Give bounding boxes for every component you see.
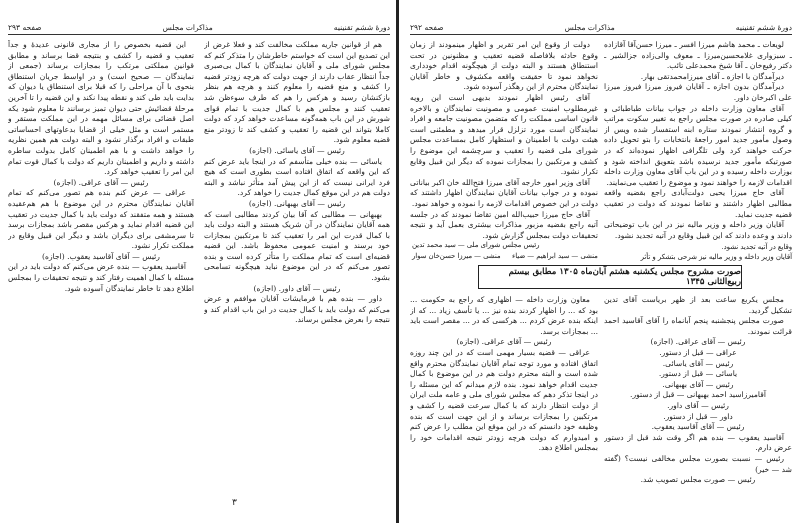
paragraph: دولت از وقوع این امر تقریر و اظهار مینمودند از زمان وقوع حادثه بلافاصله قضیه تعقیب و مظنونین در تحت استنطاق هستند و البته دولت از هیچگونه اقدام خودداری نخواهد نمود تا حقیقت واقعه مکشوف و خاطر آقایان نمایندگان محترم از این رهگذر آسوده شود. [410, 40, 598, 92]
paragraph: صورت مجلس پنجشنبه پنجم آبانماه را آقای آقاسید احمد قرائت نمودند. [604, 316, 792, 336]
paragraph: این قضیه بخصوص را از مجاری قانونی عدیدهٔ و جداً تعقیب و قضیه را کشف و بنتیجه قضا برساند و مطابق قوانین مملکتی مرتکب را بمجازات برساند (جمعی از نمایندگان — صحیح است) و در اواسط جریان استنطاق بنحوی با آن مراحلی را که قبلا برای استنطاق یا دیوان که بدایت باید طی کند و نقطه پیدا نکند و این قضیه را تا آخرین مرحلهٔ قضائیش حتی دیوان تمیز برسانند تا معلوم شود یکه اصل قضائی برای مسائل مهمه در این مملکت مستقر و مستمر است و مثل خیلی از قضایا بدعاوتهای احساساتی طبقات و افراد برگذار نشود و البته دولت هم همین نظریه را خواهد داشت و با هم اطمینان کامل بدولت ساطره داشته و داریم و اطمینان داریم که دولت با کمال قوت تمام این امر را تعقیب خواهد کرد. [8, 40, 194, 177]
paragraph: بهبهانی — مطالبی که آقا بیان کردند مطالبی است که همه آقایان نمایندگان در آن شریک هستند و البته دولت باید با کمال قدرت این امر را تعقیب کند تا مرتکبین بمجازات خود برسند و امنیت عمومی محفوظ باشد. این قضیه قضیه‌ای است که تمام مملکت را متأثر کرده است و بنده تصور می‌کنم که در این موضوع نباید هیچگونه تسامحی بشود. [204, 209, 390, 283]
paragraph: معاون وزارت داخله — اظهاری که راجع به حکومت ... بود که ... را اظهار کردند بنده نیز ... یا تأسف زیاد ... که از اینکه بنده عرض کردم ... هرکسی که در ... مقصر است باید ... بمجازات برسد. [410, 295, 598, 336]
paragraph: هم از قوانین جاریه مملکت مخالفت کند و فعلا غرض از این تصدیع این است که خواستم خاطرشان را متذکر کنم که مجلس شورای ملی و آقایان نمایندگان با کمال بی‌صبری جداً انتظار عقاب دارند از جهت دولت که هرچه زودتر قضیه را کشف و منع قضیه را معلوم کنند و هرچه هم بنظر بازکنشان رسید و هرکس را هم که طرف سوءظن شد تعقیب کنند و مجلس هم با کمال جدیت با تمام قوای شورش در این باب همه‌گونه مساعدت خواهد کرد که دولت کاملا بتواند این قضیه را تعقیب و کشف کند تا زودتر منع قضیه معلوم شود. [204, 40, 390, 145]
paragraph: آقای وزیر امور خارجه آقای میرزا فتح‌الله خان اکبر بیاناتی نموده و در جواب بیانات آقایان نمایندگان اظهار داشتند که دولت در این خصوص اقدامات لازمه را نموده و خواهد نمود. [410, 177, 598, 208]
speaker-line: رئیس — آقای داور. [667, 400, 729, 410]
header-page-number: صفحه ۲۹۳ [8, 23, 42, 32]
speaker-line: عراقی — قبل از دستور. [659, 347, 737, 357]
speaker-line: رئیس — آقای عراقی. (اجازه) [53, 177, 149, 187]
text-column-left-top [410, 40, 598, 242]
speaker-line: رئیس — آقای آقاسید یعقوب. (اجازه) [42, 251, 160, 261]
closing-line: وقایع در آتیه تجدید نشود. [721, 243, 792, 251]
paragraph: آقاسید یعقوب — بنده عرض می‌کنم که دولت باید در این مسئله با کمال اهمیت رفتار کند و نتیجه تحقیقات را بمجلس اطلاع دهد تا خاطر نمایندگان آسوده شود. [8, 262, 194, 293]
speaker-line: رئیس — آقای بهبهانی. (اجازه) [248, 198, 346, 208]
header-title: مذاکرات مجلس [162, 23, 213, 32]
paragraph: آقای رئیس اظهار نمودند بدیهی است این رویه غیرمطلوب امنیت عمومی و مصونیت نمایندگان و بالاخره قانون اساسی مملکت را که متضمن مصونیت جامعه و افراد نمایندگان است مورد تزلزل قرار میدهد و مطمئنی است هیئت دولت با اطمینان و استظهار کامل بمساعدت مجلس شورای ملی قضیه را تعقیب و سرچشمه این موضوع را کشف و مرتکبین را بمجازات نموده که دیگر این قبیل وقایع تکرار نشود. [410, 92, 598, 177]
paragraph: آقاسید یعقوب — بنده هم اگر وقت شد قبل از دستور عرض دارم. [604, 432, 792, 453]
paragraph: داور — بنده هم با فرمایشات آقایان موافقم و عرض می‌کنم که دولت باید با کمال جدیت در این باب اقدام کند و نتیجه را بعرض مجلس برساند. [204, 294, 390, 325]
speaker-line: رئیس — آقای آقاسید یعقوب. [651, 422, 745, 432]
speaker-line: رئیس — آقای یاسائی. [662, 358, 734, 368]
paragraph: آقای حاج میرزا حبیب‌الله امین تقاضا نمودند که در جلسه آتیه راجع بقضیه مزبور مذاکرات بیشتری بعمل آید و نتیجه تحقیقات دولت بمجلس گزارش شود. [410, 209, 598, 240]
speaker-line: رئیس — آقای بهبهانی. [662, 379, 734, 389]
header-title: مذاکرات مجلس [564, 23, 615, 32]
folio-number: ۳ [232, 498, 237, 508]
paragraph: عراقی — عرض کنم بنده هم تصور می‌کنم که تمام آقایان نمایندگان محترم در این موضوع با هم هم‌عقیده هستند و همه متفقند که دولت باید با کمال جدیت در تعقیب این قضیه اقدام نماید و هرکس مقصر باشد بمجازات برسد تا سرمشقی برای دیگران باشد و دیگر این قبیل وقایع در مملکت تکرار نشود. [8, 188, 194, 251]
page-header [410, 20, 792, 32]
text-column-right-top [604, 40, 792, 242]
paragraph: آقای معاون وزارت داخله در جواب بیانات طباطبائی و کیلی صادره در صورت مجلس راجع به تغییر سکوت مراتب و گروه انتشار نمودند ستاره ابنه استفسار شده ویس از وصول مأمور جدید امور راجعهٔ بانتخابات را بتو تحویل داده حرکت خواهند کرد ولی تلگرافی اظهار نموده‌اند که در صورتیکه مأمور جدید نرسیده باشد بتعویق انداخته شود و بوزارت داخله رسیده و در این باب آقای معاون وزارت داخله اقدامات لازمه را خواهند نمود و موضوع را تعقیب می‌نمایند. [604, 103, 792, 187]
paragraph: لویعات ـ محمد هاشم میرزا افسر ـ میرزا حسن‌آقا آقازاده ـ سبزواری غلامحسین‌میرزا ـ معوف والی‌زاده جزالشیر ـ دکتر رفیع‌خان ـ آقا شیخ محمدعلی تائب. [604, 40, 792, 71]
text-column-left [8, 40, 194, 495]
speaker-line: رئیس — آقای یاسائی. (اجازه) [249, 145, 345, 155]
text-column-right [204, 40, 390, 495]
signature-secretary-1: منشی — سید ابراهیم — ضیاء [512, 252, 598, 260]
speaker-line: داور — قبل از دستور. [663, 411, 733, 421]
paragraph: آقایان وزیر داخله و وزیر مالیه نیز در این باب توضیحاتی دادند و وعده دادند که این قبیل وقایع در آتیه تجدید نشود. [604, 220, 792, 240]
right-page [402, 0, 800, 523]
paragraph: دیرآمدگان بدون اجازه ـ آقایان فیروز میرزا فیروز میرزا علی اکبرخان داور. [604, 82, 792, 102]
page-header [8, 20, 390, 32]
paragraph: یاسائی — بنده خیلی متأسفم که در اینجا باید عرض کنم که این واقعه که اتفاق افتاده است بطوری است که هیچ فرد ایرانی نیست که از این پیش آمد متأثر نباشد و البته دولت هم در این موقع کمال جدیت را خواهد کرد. [204, 156, 390, 198]
speaker-line: رئیس — آقای عراقی. (اجازه) [456, 337, 552, 347]
text-column-left-bottom [410, 295, 598, 510]
left-page [0, 0, 398, 523]
header-session: دورهٔ ششم تقنینیه [735, 23, 792, 32]
speaker-line: یاسائی — قبل از دستور. [658, 369, 738, 379]
signature-secretary-2: منشی — میرزا حسن‌خان سوار [412, 252, 501, 260]
header-rule [410, 34, 792, 35]
paragraph: آقای حاج میرزا یحیی دولت‌آبادی راجع بقضیه واقعه مطالبی اظهار داشتند و تقاضا نمودند که دولت در تعقیب قضیه جدیت نماید. [604, 188, 792, 219]
paragraph: دیرآمدگان با اجازه ـ آقای میرزامحمدتقی بهار. [640, 71, 784, 81]
session-title-box: صورت مشروح مجلس یکشنبه هشتم آبان‌ماه ۱۳۰۵ مطابق بیستم ربیع‌الثانی ۱۳۴۵ [478, 265, 742, 289]
header-rule [8, 34, 390, 35]
signature-president: رئیس مجلس شورای ملی — سید محمد تدین [412, 241, 540, 249]
speaker-line: رئیس — آقای داور. (اجازه) [253, 283, 341, 293]
header-session: دورهٔ ششم تقنینیه [333, 23, 390, 32]
text-column-right-bottom [604, 295, 792, 495]
paragraph: عراقی — قضیه بسیار مهمی است که در این چند روزه اتفاق افتاده و مورد توجه تمام آقایان نمایندگان محترم واقع شده است و البته محترم دولت هم در این موضوع با کمال جدیت اقدام خواهد نمود. بنده لازم میدانم که این مسئله را در اینجا تذکر دهم که مجلس شورای ملی و عامه ملت ایران از دولت انتظار دارند که با کمال سرعت قضیه را کشف و مرتکبین را بمجازات برساند و از این جهت است که بنده وظیفه خود دانستم که در این موقع این مطلب را عرض کنم و امیدوارم که دولت هرچه زودتر نتیجه اقدامات خود را بمجلس اطلاع دهد. [410, 347, 598, 453]
paragraph: رئیس — نسبت بصورت مجلس مخالفی نیست؟ (گفته شد — خیر) [604, 453, 792, 474]
speaker-line: رئیس — صورت مجلس تصویب شد. [640, 475, 756, 485]
speaker-line: آقامیرزاسید احمد بهبهانی — قبل از دستور. [630, 390, 766, 400]
paragraph: مجلس یکربع ساعت بعد از ظهر بریاست آقای تدین تشکیل گردید. [604, 295, 792, 315]
speaker-line: رئیس — آقای عراقی. (اجازه) [650, 337, 746, 347]
header-page-number: صفحه ۲۹۲ [410, 23, 444, 32]
ministers-line: آقایان وزیر داخله و وزیر مالیه نیز شرحی بتشکر و تأثر [640, 253, 792, 261]
